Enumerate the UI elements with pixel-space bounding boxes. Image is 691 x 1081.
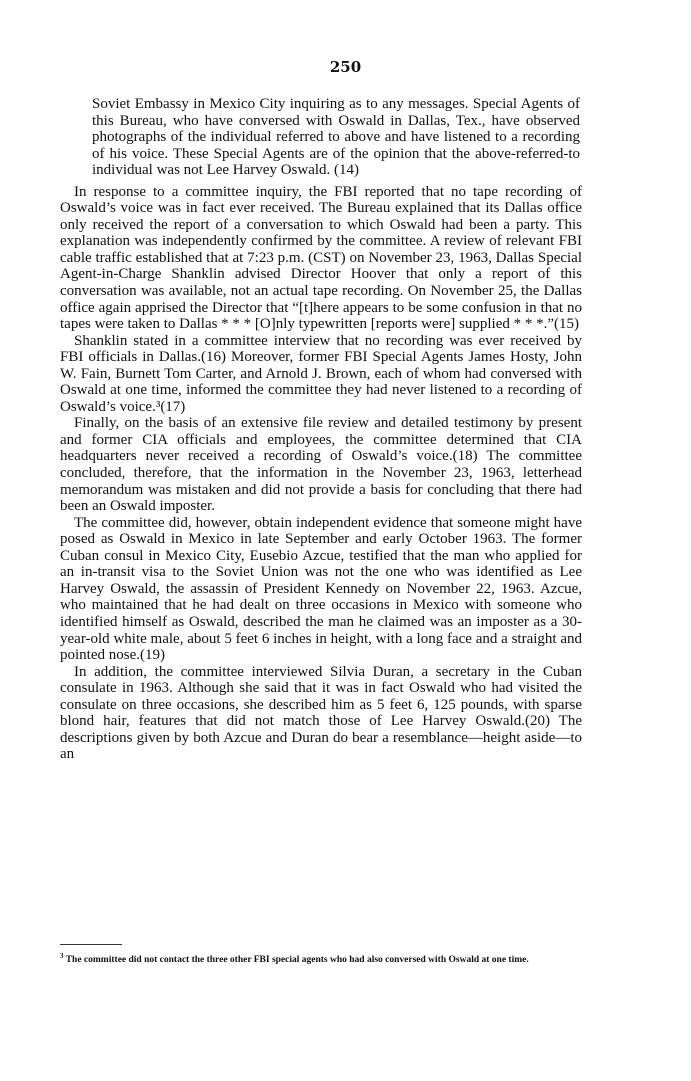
footnote-divider [60, 944, 122, 945]
footnote-marker: 3 [60, 952, 64, 960]
paragraph-azcue-testimony: The committee did, however, obtain independent evidence that someone might have posed as Oswald in Mexico in late September and early October 1963. The former Cuban consul in Mexico City, Eusebio Azcue, testified that the man who applied for an in-transit visa to the Soviet Union was not the one who was identified as Lee Harvey Oswald, the assassin of President Kennedy on November 22, 1963. Azcue, who maintained that he had dealt on three occasions in Mexico with someone who identified himself as Oswald, described the man he claimed was an imposter as a 30-year-old white male, about 5 feet 6 inches in height, with a long face and a straight and pointed nose.(19) [60, 514, 582, 664]
paragraph-shanklin-interview: Shanklin stated in a committee interview that no recording was ever received by FBI officials in Dallas.(16) Moreover, former FBI Special Agents James Hosty, John W. Fain, Burnett Tom Carter, and Arnold J. Brown, each of whom had conversed with Oswald at one time, informed the committee they had never listened to a recording of Oswald’s voice.³(17) [60, 332, 582, 415]
footnote-text: The committee did not contact the three other FBI special agents who had also conversed with Oswald at one time. [65, 955, 529, 966]
paragraph-duran-interview: In addition, the committee interviewed Silvia Duran, a secretary in the Cuban consulate in 1963. Although she said that it was in fact Oswald who had visited the consulate on three occasions, she described him as 5 feet 6, 125 pounds, with sparse blond hair, features that did not match those of Lee Harvey Oswald.(20) The descriptions given by both Azcue and Duran do bear a resemblance—height aside—to an [60, 663, 582, 763]
block-quote: Soviet Embassy in Mexico City inquiring as to any messages. Special Agents of this Bureau, who have conversed with Oswald in Dallas, Tex., have observed photographs of the individual referred to above and have listened to a recording of his voice. These Special Agents are of the opinion that the above-referred-to individual was not Lee Harvey Oswald. (14) [92, 96, 580, 179]
footnote [60, 951, 580, 966]
paragraph-fbi-tape-inquiry: In response to a committee inquiry, the FBI reported that no tape recording of Oswald’s voice was in fact ever received. The Bureau explained that its Dallas office only received the report of a conversation to which Oswald had been a party. This explanation was independently confirmed by the committee. A review of relevant FBI cable traffic established that at 7:23 p.m. (CST) on November 23, 1963, Dallas Special Agent-in-Charge Shanklin advised Director Hoover that only a report of this conversation was available, not an actual tape recording. On November 25, the Dallas office again apprised the Director that “[t]here appears to be some confusion in that no tapes were taken to Dallas * * * [O]nly typewritten [reports were] supplied * * *.”(15) [60, 183, 582, 333]
page-number: 250 [329, 58, 362, 76]
paragraph-cia-review: Finally, on the basis of an extensive file review and detailed testimony by present and former CIA officials and employees, the committee determined that CIA headquarters never received a recording of Oswald’s voice.(18) The committee concluded, therefore, that the information in the November 23, 1963, letterhead memorandum was mistaken and did not provide a basis for concluding that there had been an Oswald imposter. [60, 415, 582, 515]
body-text [60, 96, 582, 763]
